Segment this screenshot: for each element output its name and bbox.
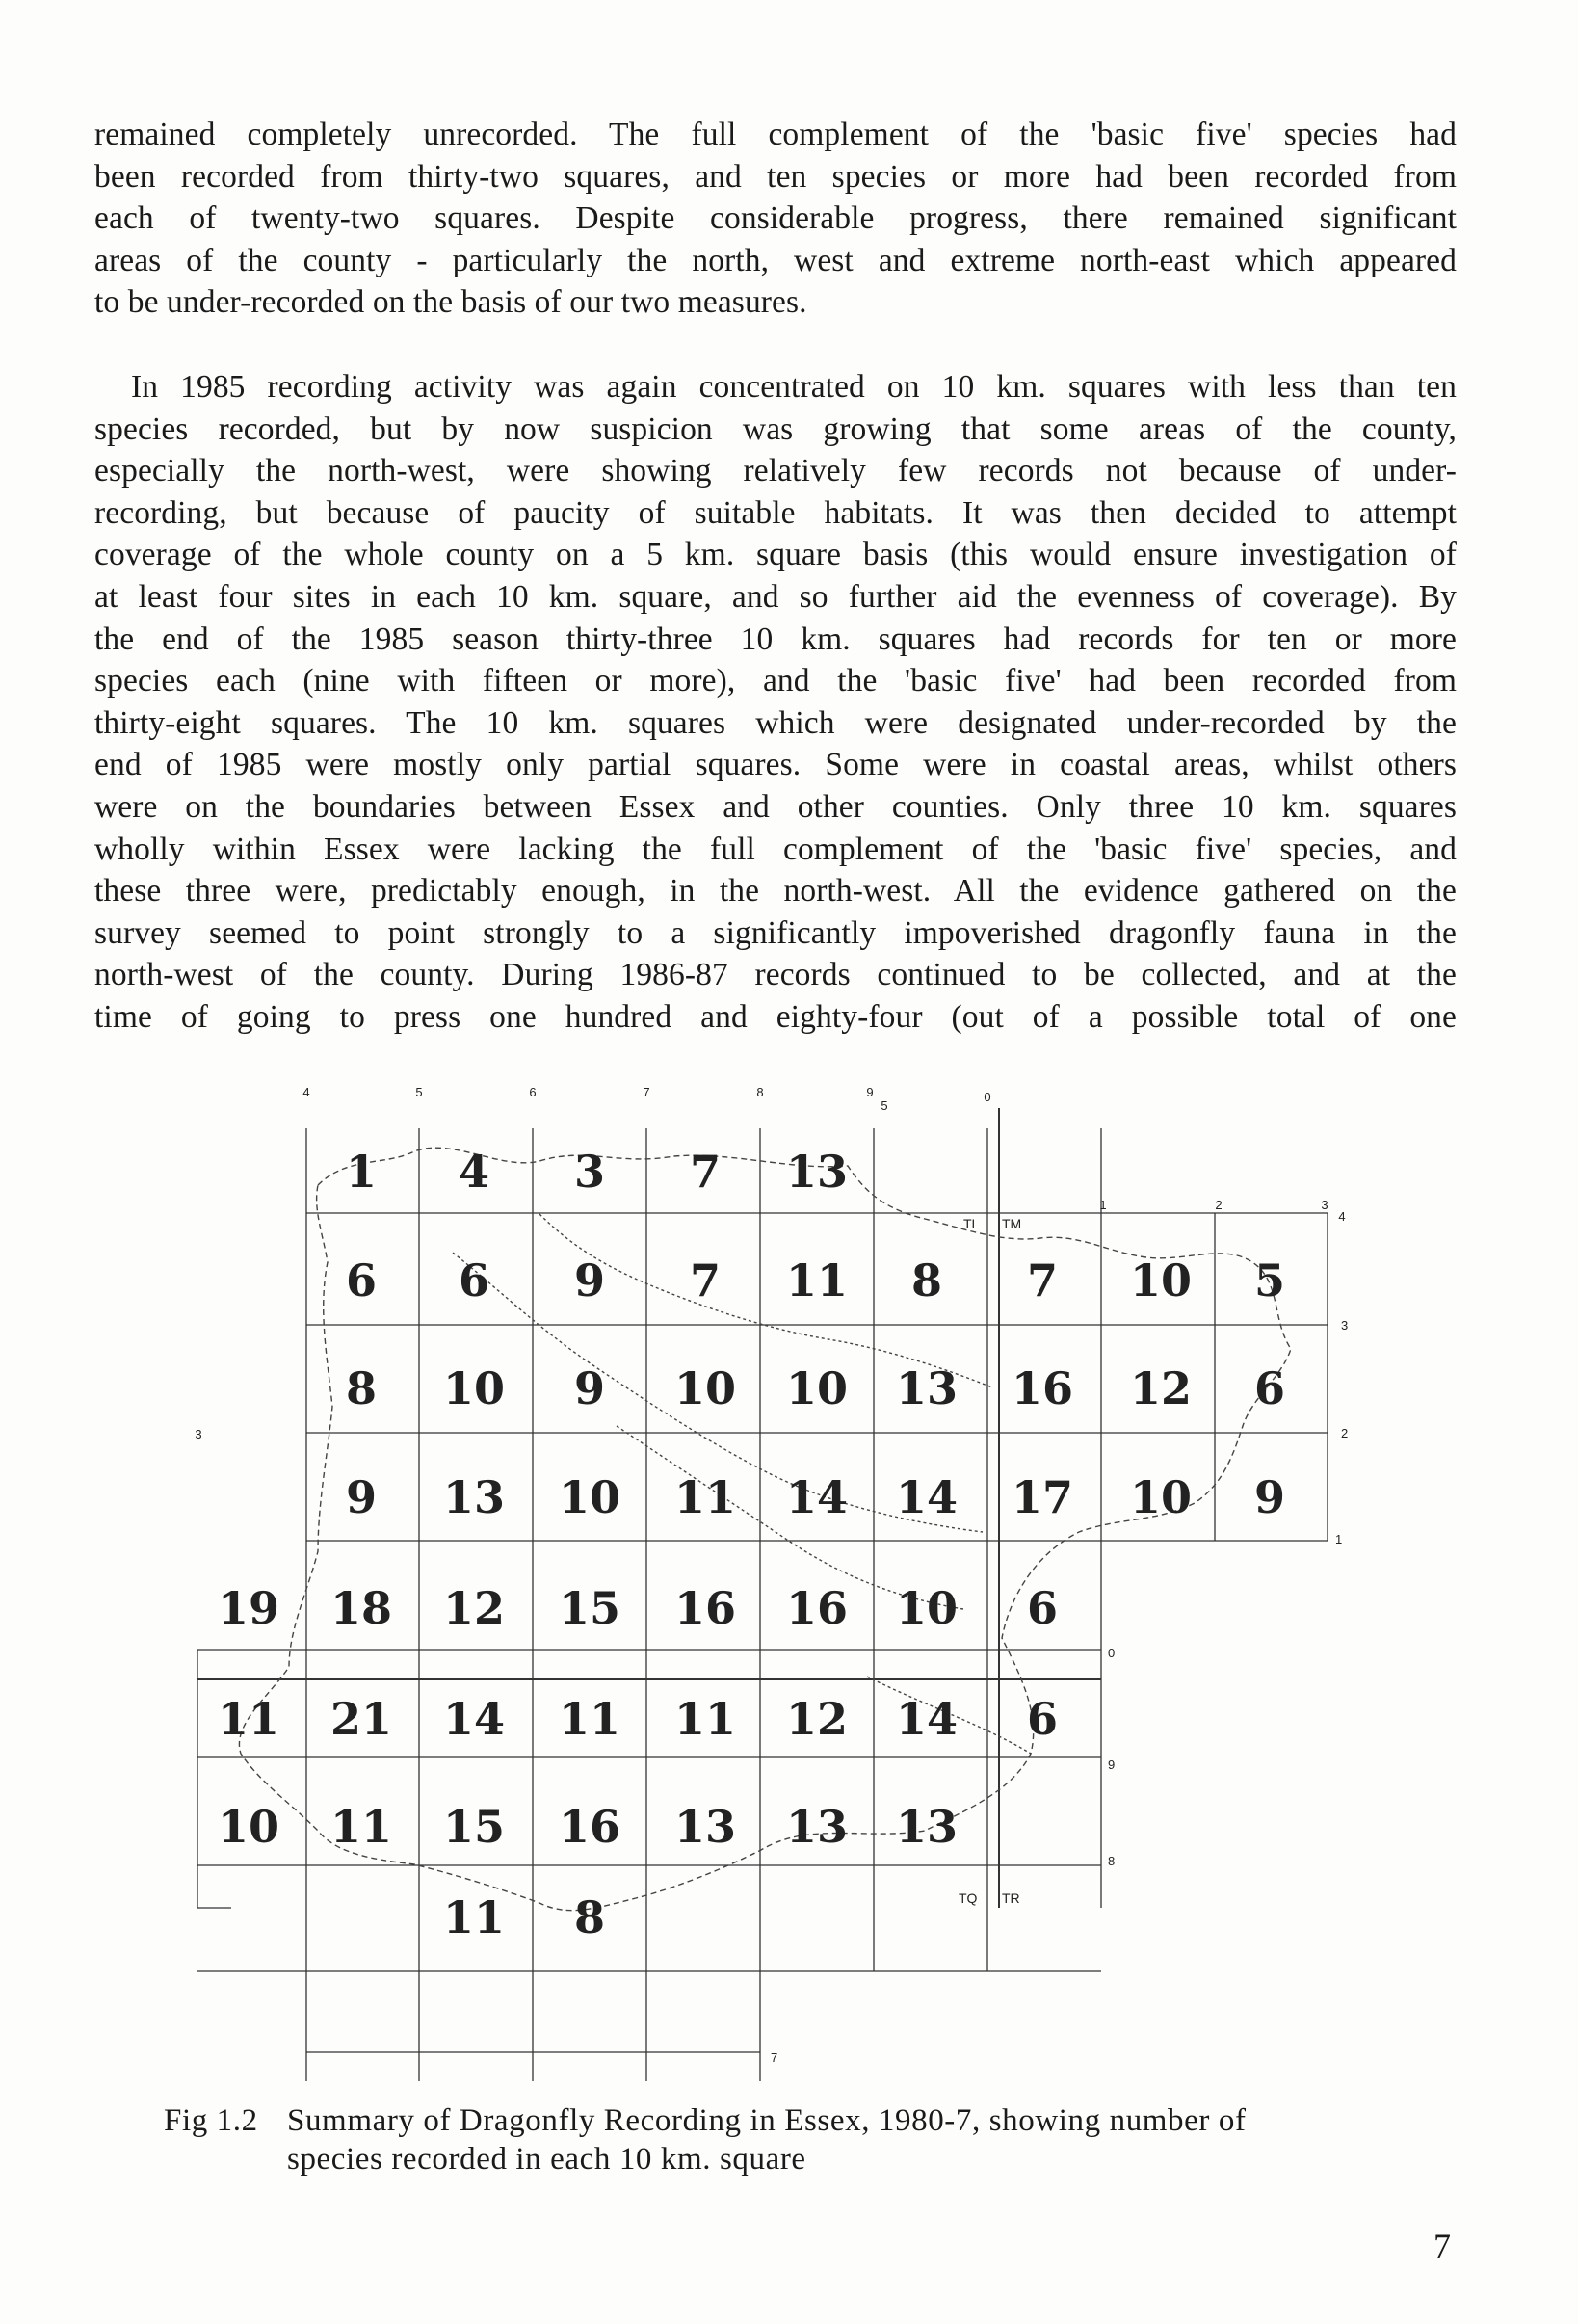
right-top-tick-label: 3 [1321,1198,1328,1212]
species-count: 11 [785,1254,849,1307]
species-count: 13 [442,1471,506,1523]
species-count: 4 [458,1146,490,1198]
text-line: were on the boundaries between Essex and other counties. Only three 10 km. squares [94,788,1457,825]
top-tick-label: 5 [415,1085,423,1099]
top-tick-label: 5 [881,1098,888,1113]
species-count: 19 [217,1582,280,1634]
species-count: 8 [345,1362,378,1414]
right-side-tick-label: 0 [1108,1646,1116,1660]
text-line: wholly within Essex were lacking the full complement of the 'basic five' species, and [94,831,1457,867]
right-side-tick-label: 8 [1108,1854,1116,1868]
text-line: species each (nine with fifteen or more), and the 'basic five' had been recorded from [94,663,1457,700]
right-top-tick-label: 4 [1338,1209,1346,1224]
species-count: 11 [442,1891,506,1943]
top-tick-label: 7 [643,1085,650,1099]
figure-label: Fig 1.2 [164,2103,258,2138]
top-tick-label: 6 [529,1085,537,1099]
species-count: 10 [1129,1254,1193,1307]
species-count: 16 [673,1582,737,1634]
text-line: In 1985 recording activity was again concentrated on 10 km. squares with less than ten [131,368,1457,405]
species-count: 15 [442,1801,506,1853]
text-line: species recorded, but by now suspicion was growing that some areas of the county, [94,410,1457,447]
species-count: 15 [558,1582,621,1634]
right-side-tick-label: 9 [1108,1757,1116,1772]
text-line: areas of the county - particularly the north, west and extreme north-east which appeared [94,242,1457,278]
right-side-tick-label: 2 [1341,1426,1349,1440]
species-count: 18 [329,1582,393,1634]
right-side-tick-label: 1 [1335,1532,1343,1546]
species-count: 10 [673,1362,737,1414]
species-count: 12 [785,1693,849,1745]
species-count: 7 [1026,1254,1059,1307]
text-line: the end of the 1985 season thirty-three 10 km. squares had records for ten or more [94,621,1457,657]
species-count: 16 [1011,1362,1074,1414]
species-count: 21 [329,1693,393,1745]
text-line: these three were, predictably enough, in the north-west. All the evidence gathered on the [94,873,1457,910]
species-count: 1 [345,1146,378,1198]
species-count: 6 [1026,1693,1059,1745]
left-tick-label: 3 [195,1427,202,1441]
species-count: 10 [442,1362,506,1414]
top-tick-label: 0 [984,1090,991,1104]
right-side-tick-label: 7 [771,2050,778,2065]
text-line: been recorded from thirty-two squares, and ten species or more had been recorded from [94,158,1457,195]
text-line: time of going to press one hundred and eighty-four (out of a possible total of one [94,998,1457,1035]
figure-caption [164,2101,1445,2179]
right-top-tick-label: 1 [1099,1198,1107,1212]
species-count: 10 [895,1582,959,1634]
text-line: end of 1985 were mostly only partial squares. Some were in coastal areas, whilst others [94,747,1457,783]
species-count: 16 [785,1582,849,1634]
species-count: 11 [329,1801,393,1853]
species-count: 10 [558,1471,621,1523]
species-count: 9 [1253,1471,1286,1523]
text-line: each of twenty-two squares. Despite considerable progress, there remained significant [94,200,1457,237]
species-count: 9 [345,1471,378,1523]
grid-reference-ticks [195,1085,1348,2065]
species-count: 12 [1129,1362,1193,1414]
page-number: 7 [1433,2227,1451,2265]
species-count: 13 [785,1801,849,1853]
grid-zone-label: TM [1002,1216,1022,1231]
text-line: especially the north-west, were showing relatively few records not because of under- [94,453,1457,489]
species-count: 11 [673,1693,737,1745]
top-tick-label: 4 [302,1085,310,1099]
species-count: 6 [1026,1582,1059,1634]
species-count: 10 [217,1801,280,1853]
species-count: 10 [1129,1471,1193,1523]
species-count: 10 [785,1362,849,1414]
species-count: 11 [217,1693,280,1745]
species-count: 16 [558,1801,621,1853]
right-side-tick-label: 3 [1341,1318,1349,1333]
species-count: 13 [785,1146,849,1198]
species-count: 14 [785,1471,849,1523]
species-count: 13 [673,1801,737,1853]
text-line: north-west of the county. During 1986-87 records continued to be collected, and at the [94,957,1457,993]
species-count-cells [218,1146,1285,1943]
species-count: 14 [442,1693,506,1745]
species-count: 17 [1011,1471,1074,1523]
species-count: 11 [558,1693,621,1745]
text-line: at least four sites in each 10 km. square, and so further aid the evenness of coverage). By [94,578,1457,615]
species-count: 9 [573,1254,606,1307]
right-top-tick-label: 2 [1215,1198,1223,1212]
text-line: to be under-recorded on the basis of our two measures. [94,284,807,321]
text-line: recording, but because of paucity of suitable habitats. It was then decided to attempt [94,494,1457,531]
caption-line-2: species recorded in each 10 km. square [287,2142,806,2177]
species-count: 7 [689,1146,722,1198]
species-count: 6 [345,1254,378,1307]
species-count: 11 [673,1471,737,1523]
species-count: 12 [442,1582,506,1634]
grid-zone-label: TQ [959,1890,978,1906]
text-line: thirty-eight squares. The 10 km. squares which were designated under-recorded by the [94,704,1457,741]
species-count: 14 [895,1471,959,1523]
text-line: survey seemed to point strongly to a significantly impoverished dragonfly fauna in the [94,914,1457,951]
species-count: 13 [895,1801,959,1853]
text-line: coverage of the whole county on a 5 km. square basis (this would ensure investigation of [94,537,1457,573]
species-count: 14 [895,1693,959,1745]
species-count: 7 [689,1254,722,1307]
species-count: 6 [458,1254,490,1307]
grid-zone-label: TL [963,1216,980,1231]
species-count: 5 [1253,1254,1286,1307]
caption-line-1: Summary of Dragonfly Recording in Essex, 1980-7, showing number of [287,2103,1247,2138]
text-line: remained completely unrecorded. The full complement of the 'basic five' species had [94,117,1457,152]
top-tick-label: 8 [756,1085,764,1099]
species-count: 8 [573,1891,606,1943]
species-count: 3 [573,1146,606,1198]
grid-zone-label: TR [1002,1890,1020,1906]
top-tick-label: 9 [866,1085,874,1099]
species-count: 8 [910,1254,943,1307]
species-count: 6 [1253,1362,1286,1414]
species-count: 9 [573,1362,606,1414]
species-count: 13 [895,1362,959,1414]
